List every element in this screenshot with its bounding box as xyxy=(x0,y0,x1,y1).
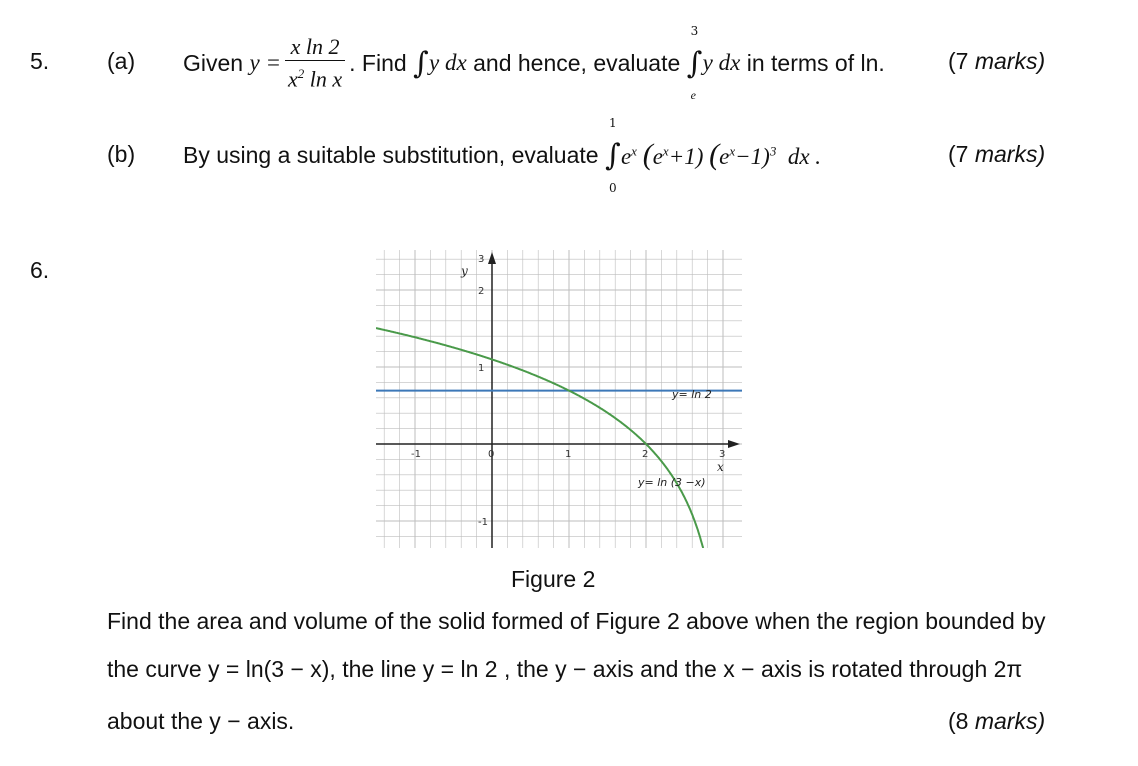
curve-y-ln-3-minus-x xyxy=(376,328,703,548)
x-tick-label: 2 xyxy=(642,449,649,460)
y-axis-label: y xyxy=(461,264,468,278)
hence-text: and hence, evaluate xyxy=(473,49,681,76)
part-a-marks: (7 marks) xyxy=(948,48,1046,74)
x-tick-label: 1 xyxy=(565,449,572,460)
y-tick-label: -1 xyxy=(478,517,488,528)
upper-limit-b: 1 xyxy=(608,115,617,130)
figure-2-graph xyxy=(376,250,742,548)
integrand-1: y dx xyxy=(429,50,467,75)
part-b-instruction: By using a suitable substitution, evaluate xyxy=(183,141,599,168)
y-tick-label: 2 xyxy=(478,286,485,297)
fraction-numerator: x ln 2 xyxy=(285,35,345,61)
q6-marks: (8 marks) xyxy=(948,708,1046,734)
x-axis-label: x xyxy=(717,460,724,474)
part-a-label: (a) xyxy=(107,48,136,74)
q6-line-2: the curve y = ln(3 − x), the line y = ln 2 , the y − axis and the x − axis is rotated through 2π xyxy=(107,656,1023,682)
q6-line-1: Find the area and volume of the solid formed of Figure 2 above when the region bounded by xyxy=(107,608,1046,634)
expression: $e^x$ $(e^x+1)$ $(e^x-1)^3$ dx . xyxy=(620,138,822,171)
part-b-label: (b) xyxy=(107,141,136,167)
question-6-number: 6. xyxy=(30,257,50,283)
part-b-marks: (7 marks) xyxy=(948,141,1046,167)
y-tick-label: 1 xyxy=(478,363,485,374)
figure-label: Figure 2 xyxy=(511,566,596,592)
curve-label: y= ln (3 −x) xyxy=(638,476,706,489)
integral-sign-3: ∫ 1 0 xyxy=(604,115,621,195)
find-text: . Find xyxy=(349,49,407,76)
question-5-number: 5. xyxy=(30,48,50,74)
integrand-2: y dx xyxy=(702,50,741,75)
line-label: y= ln 2 xyxy=(672,388,712,401)
q6-line-3: about the y − axis. xyxy=(107,708,295,734)
part-a-text xyxy=(183,23,885,102)
y-axis-arrow xyxy=(488,252,496,264)
fraction-denominator: $x^2$ ln x xyxy=(287,65,343,92)
x-tick-label: 3 xyxy=(719,449,726,460)
fraction xyxy=(285,35,345,91)
terms-text: in terms of ln. xyxy=(746,49,885,76)
upper-limit-a: 3 xyxy=(690,23,699,38)
given-text: Given xyxy=(183,49,244,76)
lower-limit-b: 0 xyxy=(608,180,617,195)
integral-sign-1: ∫ xyxy=(413,45,429,81)
x-tick-label: 0 xyxy=(488,449,495,460)
y-equals: y = xyxy=(249,50,281,75)
y-tick-label: 3 xyxy=(478,254,485,265)
x-tick-label: -1 xyxy=(411,449,421,460)
part-b-text xyxy=(183,115,822,195)
lower-limit-a: e xyxy=(690,87,696,102)
integral-sign-2: ∫ 3 e xyxy=(686,23,703,102)
x-axis-arrow xyxy=(728,440,740,448)
